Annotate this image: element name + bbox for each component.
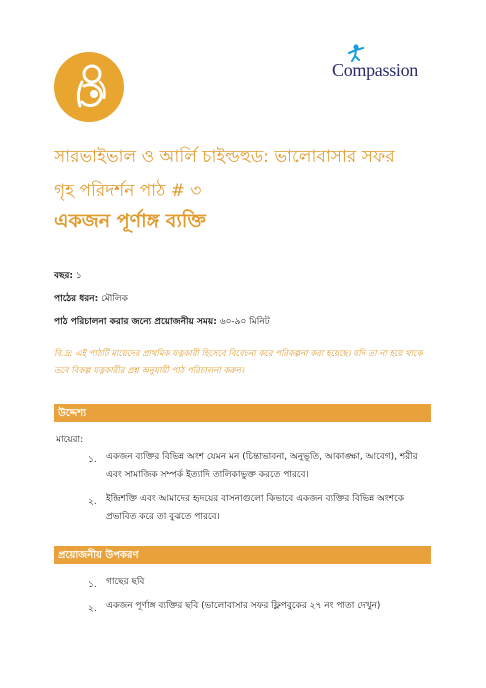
type-row (54, 291, 128, 306)
list-item: একজন পূর্ণাঙ্গ ব্যক্তির ছবি (ভালোবাসার সফর ফ্লিপবুকের ২৭ নং পাতা দেখুন) (106, 601, 381, 611)
objectives-intro: মায়েরা: (56, 435, 84, 445)
time-row (54, 314, 270, 329)
time-label: পাঠ পরিচালনা করার জন্যে প্রয়োজনীয় সময়: (54, 317, 217, 327)
list-item-number: ২. (88, 604, 97, 614)
time-value: ৬০-৯০ মিনিট (219, 317, 270, 327)
list-item: গাছের ছবি (106, 577, 145, 587)
list-item-number: ২. (88, 497, 97, 507)
materials-heading: প্রয়োজনীয় উপকরণ (58, 550, 139, 561)
type-value: মৌলিক (101, 294, 128, 304)
year-value: ১ (75, 271, 82, 281)
program-title: সারভাইভাল ও আর্লি চাইল্ডহুড: ভালোবাসার সফর (54, 147, 395, 167)
list-item: একজন ব্যক্তির বিভিন্ন অংশ যেমন মন (চিন্তাভাবনা, অনুভূতি, আকাঙ্ক্ষা, আবেগ), শরীর এবং সামাজিক সম্পর্ক ইত্যাদি তালিকাভুক্ত করতে পারবে। (106, 452, 418, 480)
list-item: ইন্দ্রিশক্তি এবং আমাদের হৃদয়ের বাসনাগুলো কিভাবে একজন ব্যক্তির বিভিন্ন অংশকে প্রভাবিত করে তা বুঝতে পারবে। (106, 494, 405, 522)
year-label: বছর: (54, 271, 74, 281)
materials-header (54, 546, 431, 564)
lesson-number: গৃহ পরিদর্শন পাঠ # ৩ (54, 181, 202, 201)
list-item-number: ১. (88, 580, 97, 590)
list-item-number: ১. (88, 455, 97, 465)
type-label: পাঠের ধরন: (54, 294, 99, 304)
objectives-header (54, 404, 431, 422)
objectives-heading: উদ্দেশ্য (58, 408, 87, 419)
compassion-logo (332, 44, 442, 84)
note-text: বি.দ্র: এই পাঠটি মায়েদের প্রাথমিক যত্নকারী হিসেবে বিবেচনা করে পরিকল্পনা করা হয়েছে। যদি তা না হয়ে থাকে তবে বিকল্প যত্নকারীর প্রশ্ন অনুযায়ী পাঠ পরিচালনা করুন। (54, 349, 423, 376)
lesson-title: একজন পূর্ণাঙ্গ ব্যক্তি (54, 210, 206, 232)
year-row (54, 268, 82, 283)
mother-child-logo-icon (54, 52, 124, 122)
brand-name: Compassion (332, 60, 419, 80)
